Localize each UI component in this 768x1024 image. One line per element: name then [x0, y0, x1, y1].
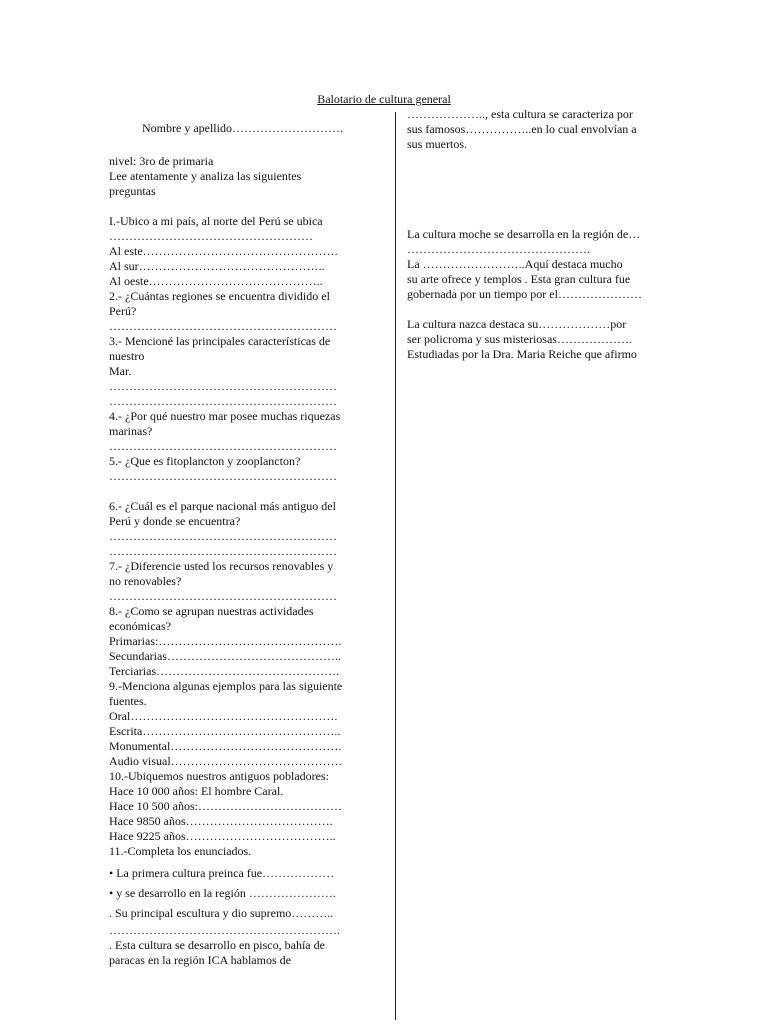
- question-2: 2.- ¿Cuántas regiones se encuentra dividido el: [109, 289, 330, 303]
- answer-line: Al oeste……………………………………..: [109, 274, 323, 288]
- statement-line: ser policroma y sus misteriosas……………….: [407, 332, 632, 346]
- answer-blank: …………………………………………………: [109, 394, 337, 408]
- question-9: 9.-Menciona algunas ejemplos para las siguiente: [109, 679, 343, 693]
- statement-line: La cultura nazca destaca su………………por: [407, 317, 627, 331]
- question-3-cont: nuestro: [109, 349, 145, 363]
- question-3: 3.- Mencioné las principales características de: [109, 334, 331, 348]
- answer-line: Secundarias……………………………………..: [109, 649, 341, 663]
- question-11: 11.-Completa los enunciados.: [109, 844, 252, 858]
- question-6: 6.- ¿Cuál es el parque nacional más antiguo del: [109, 499, 336, 513]
- answer-blank: ……………………………………….: [407, 242, 590, 256]
- statement-line: sus famosos……………..en lo cual envolvían a: [407, 122, 637, 136]
- statement-line: • La primera cultura preinca fue………………: [109, 866, 335, 880]
- question-6-cont: Perú y donde se encuentra?: [109, 514, 241, 528]
- question-8-cont: económicas?: [109, 619, 171, 633]
- grade-line: nivel: 3ro de primaria: [109, 154, 214, 168]
- answer-line: Al sur………………………………………..: [109, 259, 325, 273]
- answer-blank: …………………………………………………: [109, 529, 337, 543]
- question-8: 8.- ¿Como se agrupan nuestras actividades: [109, 604, 314, 618]
- statement-line: sus muertos.: [407, 137, 467, 151]
- answer-line: Hace 9850 años……………………………….: [109, 814, 333, 828]
- question-10: 10.-Ubiquemos nuestros antiguos pobladores:: [109, 769, 329, 783]
- answer-blank: …………………………………………………: [109, 544, 337, 558]
- left-column: [109, 121, 389, 968]
- column-divider: [395, 112, 396, 1020]
- statement-line: paracas en la región ICA hablamos de: [109, 953, 291, 967]
- question-5: 5.- ¿Que es fitoplancton y zooplancton?: [109, 454, 301, 468]
- question-3-cont: Mar.: [109, 364, 132, 378]
- answer-line: Hace 10 500 años:………………………………: [109, 799, 342, 813]
- answer-blank: …………………………………………………: [109, 589, 337, 603]
- question-7: 7.- ¿Diferencie usted los recursos renovables y: [109, 559, 334, 573]
- statement-line: gobernada por un tiempo por el…………………: [407, 287, 642, 301]
- answer-blank: …………………………………………………: [109, 319, 337, 333]
- answer-line: Hace 9225 años………………………………..: [109, 829, 336, 843]
- answer-line: Escrita…………………………………………..: [109, 724, 341, 738]
- question-7-cont: no renovables?: [109, 574, 182, 588]
- question-9-cont: fuentes.: [109, 694, 147, 708]
- right-column: [407, 107, 707, 362]
- statement-line: su arte ofrece y templos . Esta gran cultura fue: [407, 272, 631, 286]
- question-4: 4.- ¿Por qué nuestro mar posee muchas riquezas: [109, 409, 341, 423]
- answer-blank: ………………………………………………….: [109, 923, 340, 937]
- question-1: I.-Ubico a mi país, al norte del Perú se ubica: [109, 214, 323, 228]
- statement-line: • y se desarrollo en la región ………………….: [109, 886, 336, 900]
- answer-line: Terciarias……………………………………….: [109, 664, 340, 678]
- document-title: Balotario de cultura general: [317, 92, 451, 106]
- question-4-cont: marinas?: [109, 424, 153, 438]
- instruction-line: preguntas: [109, 184, 156, 198]
- answer-blank: …………………………………………………: [109, 379, 337, 393]
- answer-blank: …………………………………………………: [109, 439, 337, 453]
- answer-line: Al este………………………………………….: [109, 244, 338, 258]
- answer-line: Hace 10 000 años: El hombre Caral.: [109, 784, 284, 798]
- answer-line: Monumental…………………………………….: [109, 739, 342, 753]
- answer-blank: ……………………………………………: [109, 229, 313, 243]
- statement-line: La cultura moche se desarrolla en la región de…: [407, 227, 641, 241]
- question-2-cont: Perú?: [109, 304, 137, 318]
- statement-line: La ……………………..Aquí destaca mucho: [407, 257, 623, 271]
- statement-line: . Su principal escultura y dio supremo………..: [109, 906, 334, 920]
- name-line: Nombre y apellido……………………….: [142, 121, 343, 135]
- answer-line: Oral…………………………………………….: [109, 709, 338, 723]
- statement-line: ……………….., esta cultura se caracteriza por: [407, 107, 633, 121]
- answer-line: Primarias:……………………………………….: [109, 634, 342, 648]
- statement-line: Estudiadas por la Dra. Maria Reiche que afirmo: [407, 347, 637, 361]
- answer-blank: …………………………………………………: [109, 469, 337, 483]
- instruction-line: Lee atentamente y analiza las siguientes: [109, 169, 302, 183]
- answer-line: Audio visual…………………………………….: [109, 754, 342, 768]
- statement-line: . Esta cultura se desarrollo en pisco, bahía de: [109, 938, 325, 952]
